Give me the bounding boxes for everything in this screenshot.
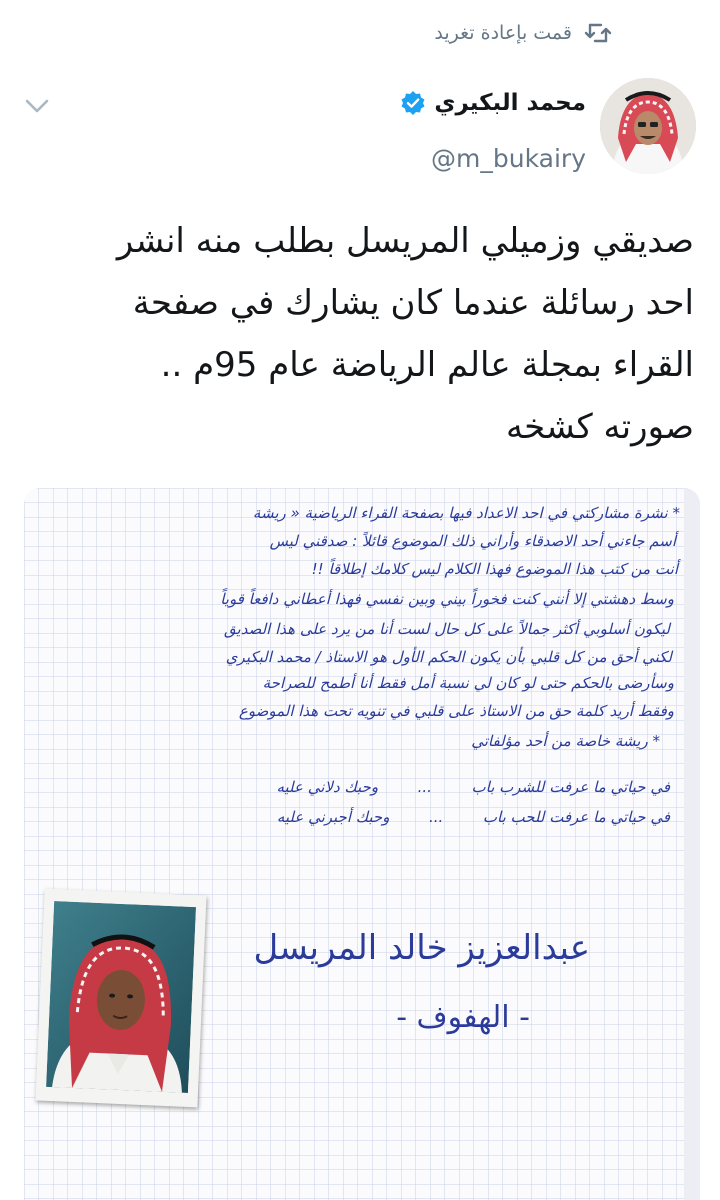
verse-second-half: وحبك دلاني عليه <box>276 778 379 796</box>
letter-line: ليكون أسلوبي أكثر جمالاً على كل حال لست أنا من يرد على هذا الصديق <box>224 620 670 638</box>
tweet-text-line: صورته كشخه <box>505 407 694 447</box>
tweet-text <box>24 210 694 458</box>
verse-second-half: وحبك أجبرني عليه <box>276 808 390 826</box>
verse-first-half: في حياتي ما عرفت للحب باب <box>482 808 670 826</box>
display-name[interactable]: محمد البكيري <box>434 90 586 116</box>
letter-line: وفقط أريد كلمة حق من الاستاذ على قلبي في تنويه تحت هذا الموضوع <box>238 702 674 720</box>
signature-city: - الهفوف - <box>396 1000 530 1035</box>
retweet-label: قمت بإعادة تغريد <box>434 22 572 44</box>
author-name-row[interactable] <box>400 90 586 116</box>
tweet-text-line: صديقي وزميلي المريسل بطلب منه انشر <box>116 221 694 261</box>
letter-line: وسأرضى بالحكم حتى لو كان لي نسبة أمل فقط أنا أطمح للصراحة <box>262 674 674 692</box>
retweet-context <box>434 22 612 44</box>
verified-badge-icon <box>400 90 426 116</box>
verse-separator: ... <box>429 808 444 826</box>
letter-line: * نشرة مشاركتي في احد الاعداد فيها بصفحة القراء الرياضية « ريشة <box>252 504 680 522</box>
poem-verse <box>276 778 670 796</box>
letter-line: * ريشة خاصة من أحد مؤلفاتي <box>471 732 660 750</box>
verse-first-half: في حياتي ما عرفت للشرب باب <box>471 778 670 796</box>
letter-line: لكني أحق من كل قلبي بأن يكون الحكم الأول هو الاستاذ / محمد البكيري <box>225 648 672 666</box>
tweet-media-image[interactable] <box>24 488 700 1200</box>
letter-line: أنت من كتب هذا الموضوع فهذا الكلام ليس كلامك إطلاقاً !! <box>311 560 678 578</box>
poem-verse <box>277 808 670 826</box>
author-handle[interactable]: @m_bukairy <box>431 144 586 173</box>
chevron-down-icon[interactable] <box>24 98 50 114</box>
letter-line: وسط دهشتي إلا أنني كنت فخوراً بيني وبين نفسي فهذا أعطاني دافعاً قوياً <box>220 590 674 608</box>
verse-separator: ... <box>417 778 432 796</box>
tweet-text-line: القراء بمجلة عالم الرياضة عام 95م .. <box>160 345 694 385</box>
letter-line: أسم جاءني أحد الاصدقاء وأراني ذلك الموضوع قائلاً : صدقني ليس <box>269 532 676 550</box>
tweet-text-line: احد رسائلة عندما كان يشارك في صفحة <box>132 283 694 323</box>
attached-portrait-photo <box>35 889 206 1108</box>
signature-name: عبدالعزيز خالد المريسل <box>253 928 590 968</box>
retweet-icon <box>584 22 612 44</box>
avatar[interactable] <box>600 78 696 174</box>
